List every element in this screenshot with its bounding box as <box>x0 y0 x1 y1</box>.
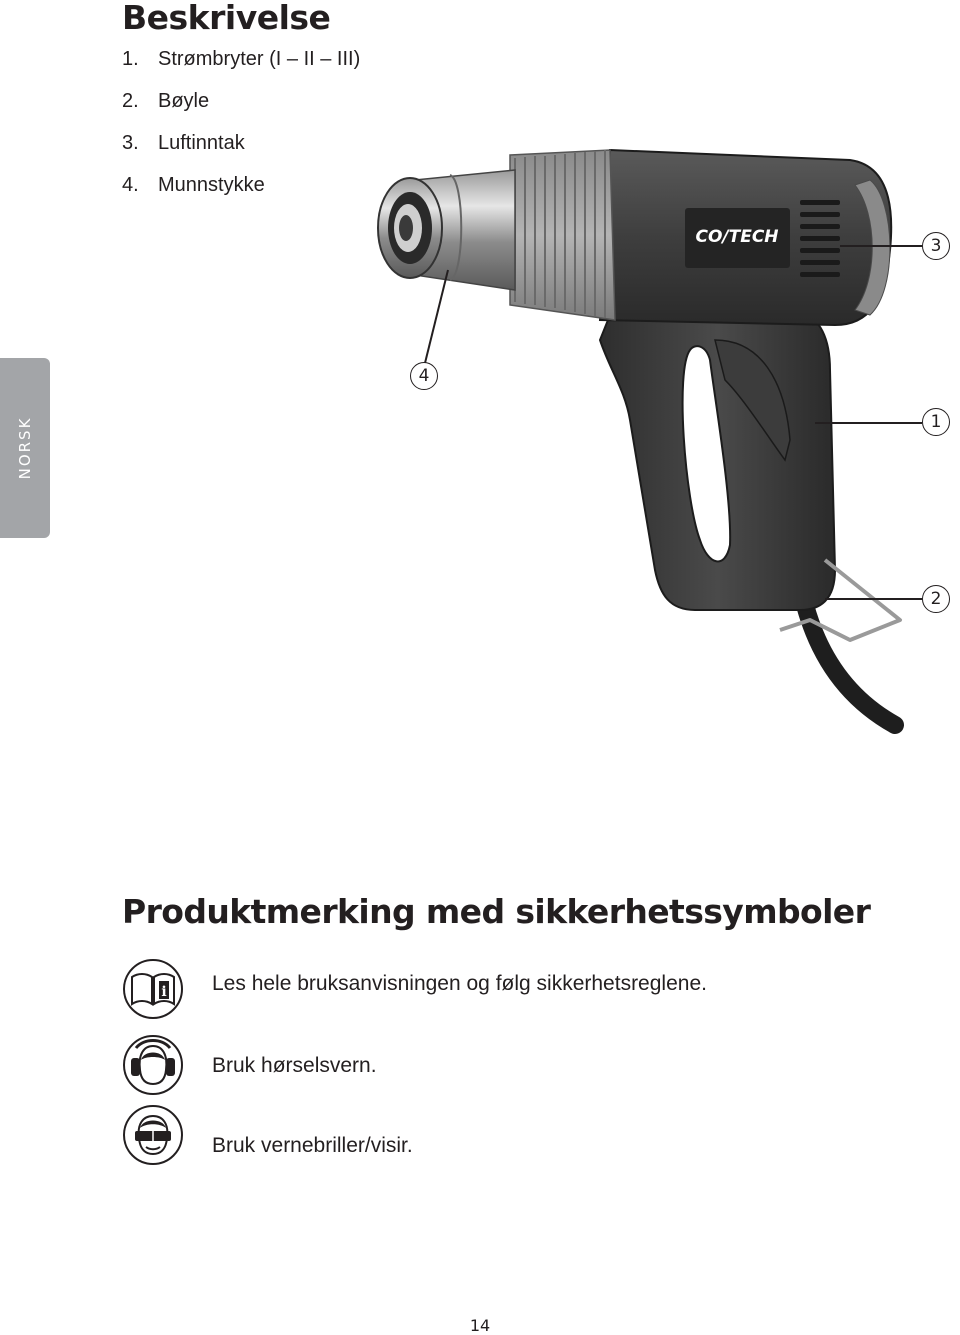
hearing-protection-icon <box>122 1034 184 1096</box>
page-number: 14 <box>469 1316 491 1335</box>
safety-goggles-icon <box>122 1104 184 1166</box>
list-item: 1. Strømbryter (I – II – III) <box>122 48 361 70</box>
callout-4: 4 <box>410 362 438 390</box>
list-item: 3. Luftinntak <box>122 132 245 154</box>
list-item: 4. Munnstykke <box>122 174 265 196</box>
section-title-safety: Produktmerking med sikkerhetssymboler <box>122 892 871 931</box>
safety-symbol-text: Bruk vernebriller/visir. <box>212 1134 413 1157</box>
list-item: 2. Bøyle <box>122 90 210 112</box>
svg-text:i: i <box>161 984 167 1000</box>
callout-line-2 <box>825 598 922 600</box>
safety-symbol-text: Bruk hørselsvern. <box>212 1054 377 1077</box>
section-title-description: Beskrivelse <box>122 0 331 37</box>
manual-info-icon <box>122 958 184 1020</box>
callout-1: 1 <box>922 408 950 436</box>
brand-logo: CO/TECH <box>695 227 779 247</box>
safety-symbol-text: Les hele bruksanvisningen og følg sikkerhetsreglene. <box>212 972 707 995</box>
callout-line-1 <box>815 422 922 424</box>
callout-2: 2 <box>922 585 950 613</box>
callout-3: 3 <box>922 232 950 260</box>
language-tab-label: NORSK <box>16 416 34 480</box>
